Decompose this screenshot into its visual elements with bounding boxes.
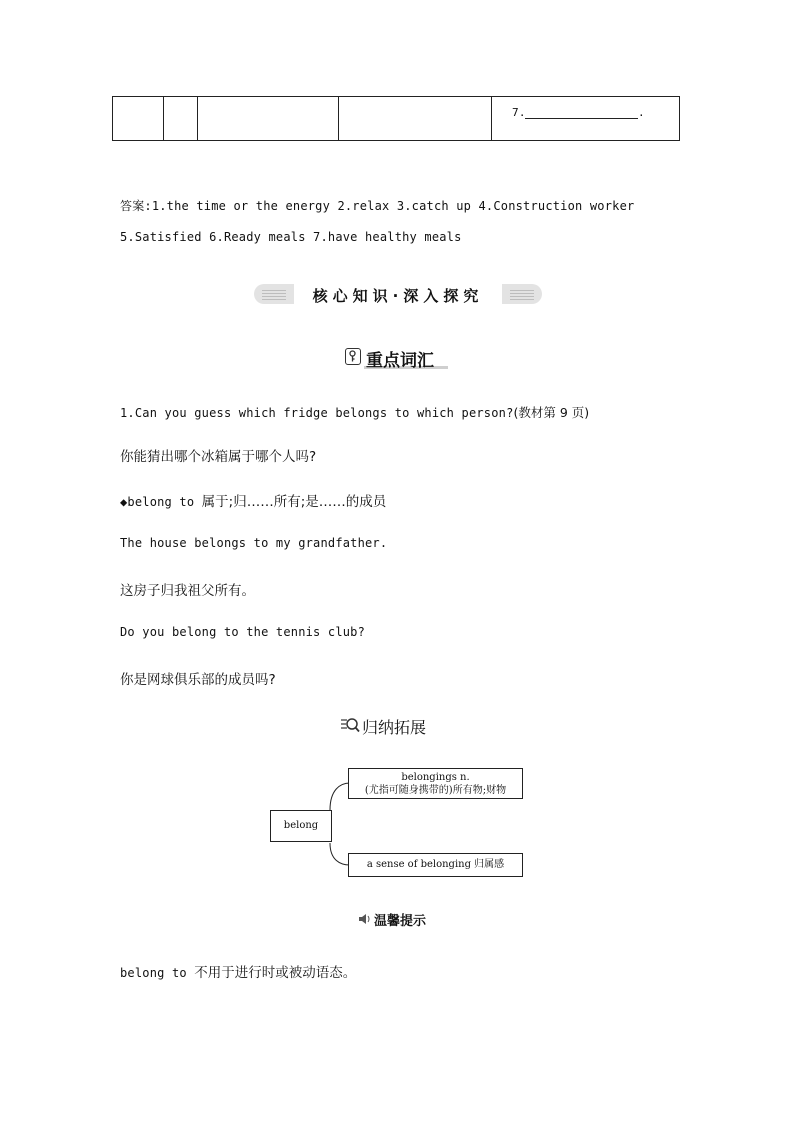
- banner-decoration-left: [262, 288, 286, 300]
- tip-text-en: belong to: [120, 966, 195, 980]
- tip-text: [120, 961, 356, 981]
- example-1-zh: 这房子归我祖父所有。: [120, 583, 255, 599]
- answers-text-2: 5.Satisfied 6.Ready meals 7.have healthy meals: [120, 230, 462, 244]
- banner-decoration-right: [510, 288, 534, 300]
- branch-1-line-1: belongings n.: [401, 772, 470, 783]
- phrase-zh: 属于;归……所有;是……的成员: [201, 494, 387, 510]
- answers-line-2: [120, 226, 462, 245]
- item-translation: 你能猜出哪个冰箱属于哪个人吗?: [120, 449, 317, 465]
- example-2-en: Do you belong to the tennis club?: [120, 625, 366, 639]
- item-question-ref: (教材第 9 页): [513, 405, 590, 420]
- example-2-zh: 你是网球俱乐部的成员吗?: [120, 672, 276, 688]
- key-vocab-title: 重点词汇: [366, 351, 434, 371]
- item-question-en: 1.Can you guess which fridge belongs to which person?: [120, 406, 514, 420]
- magnifier-icon: [340, 716, 360, 734]
- fill-in-blank: [525, 118, 638, 119]
- mindmap-root: [270, 810, 332, 842]
- mindmap-root-label: belong: [283, 820, 319, 831]
- answers-text-1: 答案:1.the time or the energy 2.relax 3.catch up 4.Construction worker: [120, 199, 635, 213]
- table-item-number: 7.: [512, 106, 526, 119]
- banner-inner: [294, 284, 502, 304]
- table-divider: [491, 97, 492, 140]
- item-phrase: [120, 490, 386, 510]
- tip-text-zh: 不用于进行时或被动语态。: [194, 965, 357, 981]
- table-item-end: .: [638, 106, 645, 119]
- table-divider: [197, 97, 198, 140]
- tip-title: 温馨提示: [374, 914, 427, 929]
- mindmap-branch-2: [348, 853, 523, 877]
- speaker-icon: [358, 913, 372, 925]
- branch-2-label: a sense of belonging 归属感: [366, 859, 505, 870]
- branch-1-line-2: (尤指可随身携带的)所有物;财物: [364, 785, 507, 796]
- section-banner: [254, 284, 542, 304]
- key-icon: [345, 348, 361, 365]
- answers-line-1: [120, 195, 634, 214]
- banner-title: 核心知识·深入探究: [312, 287, 484, 305]
- table-divider: [163, 97, 164, 140]
- table-divider: [338, 97, 339, 140]
- summary-title: 归纳拓展: [362, 718, 427, 737]
- mindmap-branch-1: [348, 768, 523, 799]
- phrase-en: ◆belong to: [120, 495, 202, 509]
- item-question: [120, 402, 589, 421]
- example-1-en: The house belongs to my grandfather.: [120, 536, 388, 550]
